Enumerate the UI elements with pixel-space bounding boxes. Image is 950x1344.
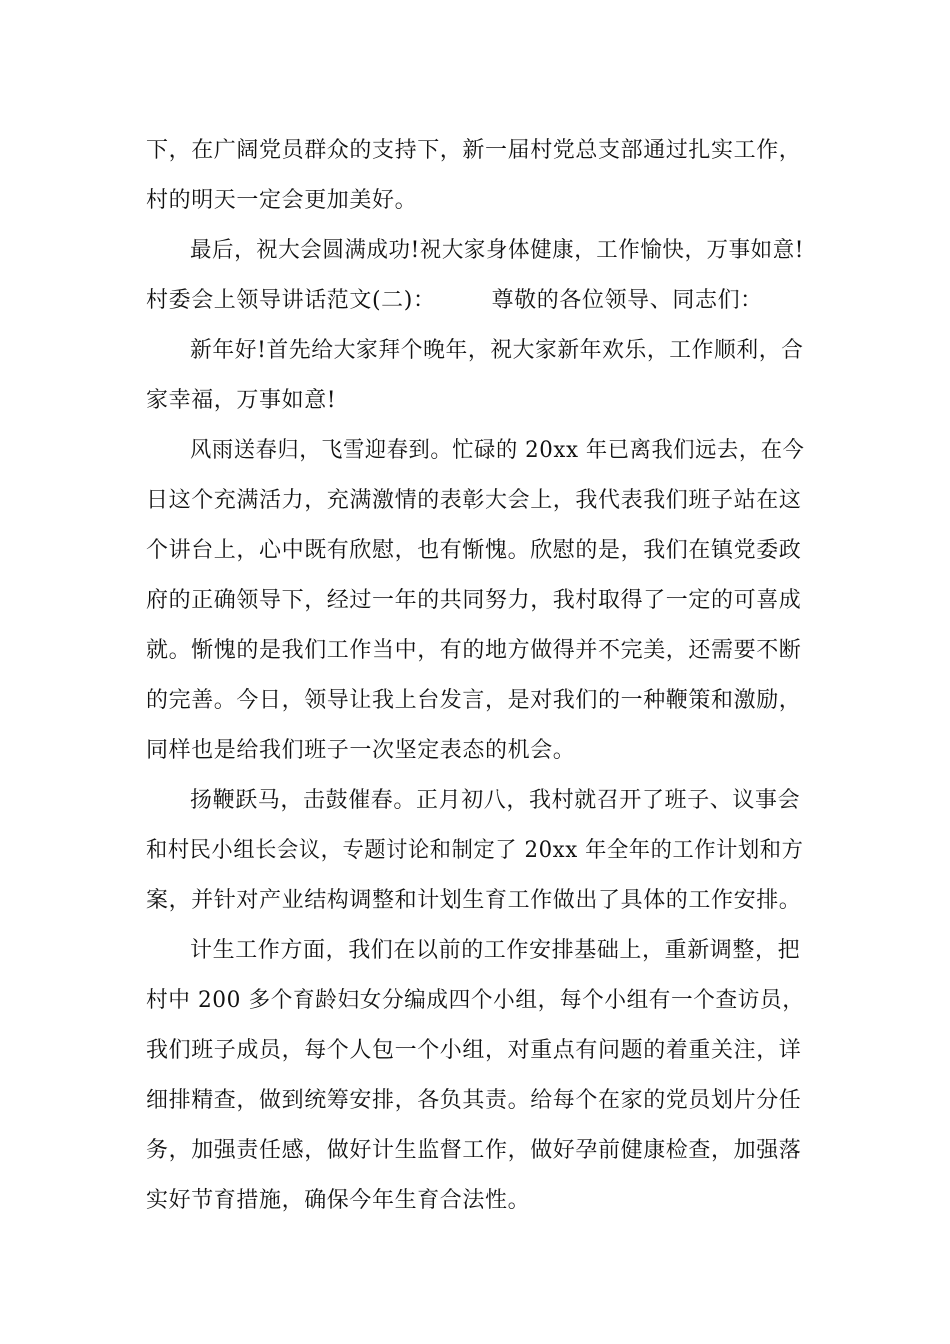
salutation: 尊敬的各位领导、同志们： (491, 288, 763, 313)
text-line: 我们班子成员，每个人包一个小组，对重点有问题的着重关注，详 (146, 1038, 802, 1063)
text-line: 日这个充满活力，充满激情的表彰大会上，我代表我们班子站在这 (146, 488, 802, 513)
text-line-heading (146, 286, 763, 316)
text-line: 务，加强责任感，做好计生监督工作，做好孕前健康检查，加强落 (146, 1138, 802, 1163)
text-line: 最后，祝大会圆满成功!祝大家身体健康，工作愉快，万事如意! (190, 238, 804, 263)
text-line: 扬鞭跃马，击鼓催春。正月初八，我村就召开了班子、议事会 (190, 788, 801, 813)
section-title: 村委会上领导讲话范文(二)： (146, 288, 436, 313)
text-line: 实好节育措施，确保今年生育合法性。 (146, 1188, 531, 1213)
text-line: 和村民小组长会议，专题讨论和制定了 20xx 年全年的工作计划和方 (146, 838, 804, 863)
text-line: 新年好!首先给大家拜个晚年，祝大家新年欢乐，工作顺利，合 (190, 338, 804, 363)
text-line: 家幸福，万事如意! (146, 388, 337, 413)
text-line: 村的明天一定会更加美好。 (146, 188, 418, 213)
text-line: 就。惭愧的是我们工作当中，有的地方做得并不完美，还需要不断 (146, 638, 802, 663)
text-line: 村中 200 多个育龄妇女分编成四个小组，每个小组有一个查访员， (146, 988, 805, 1013)
text-line: 府的正确领导下，经过一年的共同努力，我村取得了一定的可喜成 (146, 588, 802, 613)
text-line: 同样也是给我们班子一次坚定表态的机会。 (146, 738, 576, 763)
text-line: 计生工作方面，我们在以前的工作安排基础上，重新调整，把 (190, 938, 801, 963)
text-line: 案，并针对产业结构调整和计划生育工作做出了具体的工作安排。 (146, 888, 802, 913)
text-line: 细排精查，做到统筹安排，各负其责。给每个在家的党员划片分任 (146, 1088, 802, 1113)
text-line: 下，在广阔党员群众的支持下，新一届村党总支部通过扎实工作， (146, 138, 802, 163)
text-line: 风雨送春归，飞雪迎春到。忙碌的 20xx 年已离我们远去，在今 (190, 438, 805, 463)
text-line: 的完善。今日，领导让我上台发言，是对我们的一种鞭策和激励， (146, 688, 802, 713)
text-line: 个讲台上，心中既有欣慰，也有惭愧。欣慰的是，我们在镇党委政 (146, 538, 802, 563)
